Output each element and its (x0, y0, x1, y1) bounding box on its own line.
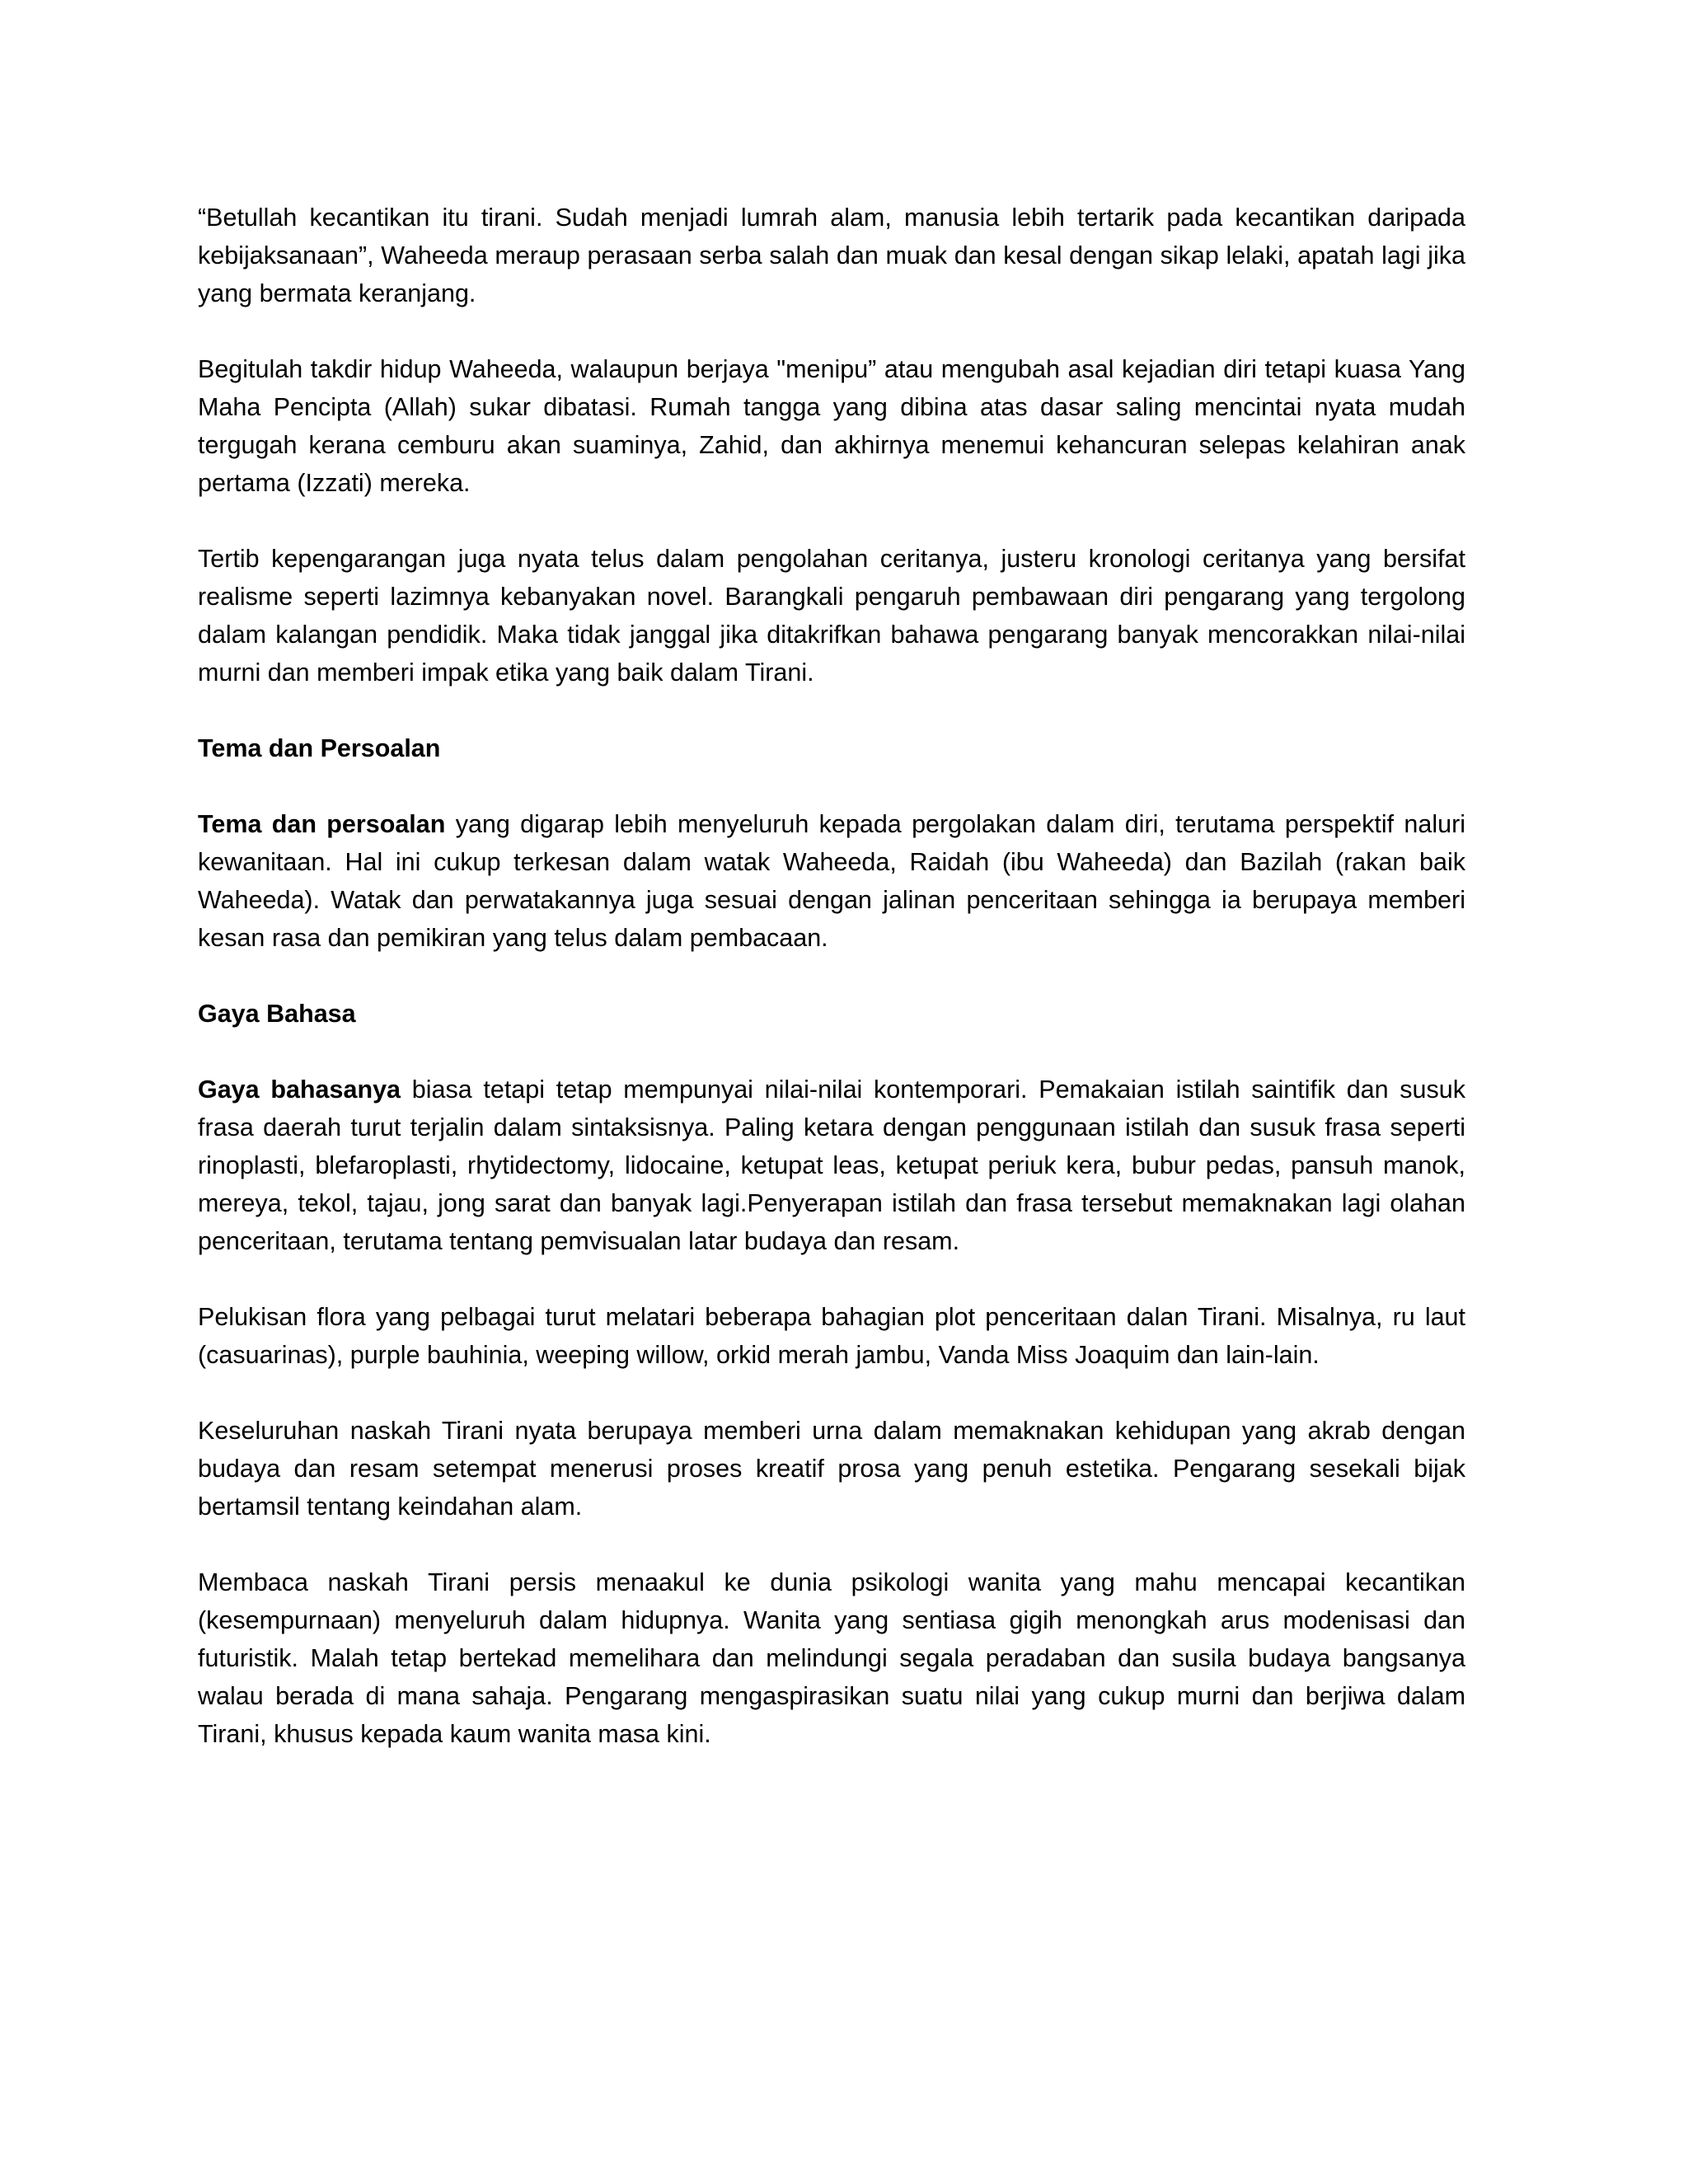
paragraph-gaya-lead: Gaya bahasanya (198, 1076, 401, 1104)
paragraph-waheeda-fate: Begitulah takdir hidup Waheeda, walaupun berjaya "menipu” atau mengubah asal kejadian diri tetapi kuasa Yang Maha Pencipta (Allah) sukar dibatasi. Rumah tangga yang dibina atas dasar saling mencintai nyata mudah tergugah kerana cemburu akan suaminya, Zahid, dan akhirnya menemui kehancuran selepas kelahiran anak pertama (Izzati) mereka. (198, 355, 1465, 497)
paragraph-flora: Pelukisan flora yang pelbagai turut melatari beberapa bahagian plot penceritaan dalan Tirani. Misalnya, ru laut (casuarinas), purple bauhinia, weeping willow, orkid merah jambu, Vanda Miss Joaquim dan lain-lain. (198, 1303, 1465, 1369)
paragraph-authorship: Tertib kepengarangan juga nyata telus dalam pengolahan ceritanya, justeru kronologi ceritanya yang bersifat realisme seperti lazimnya kebanyakan novel. Barangkali pengaruh pembawaan diri pengarang yang tergolong dalam kalangan pendidik. Maka tidak janggal jika ditakrifkan bahawa pengarang banyak mencorakkan nilai-nilai murni dan memberi impak etika yang baik dalam Tirani. (198, 545, 1465, 687)
paragraph-tema (198, 805, 1465, 957)
document-body (198, 199, 1465, 1791)
paragraph-opening-quote: “Betullah kecantikan itu tirani. Sudah menjadi lumrah alam, manusia lebih tertarik pada kecantikan daripada kebijaksanaan”, Waheeda meraup perasaan serba salah dan muak dan kesal dengan sikap lelaki, apatah lagi jika yang bermata keranjang. (198, 204, 1465, 307)
paragraph-tema-lead: Tema dan persoalan (198, 810, 446, 838)
paragraph-closing: Membaca naskah Tirani persis menaakul ke dunia psikologi wanita yang mahu mencapai kecantikan (kesempurnaan) menyeluruh dalam hidupnya. Wanita yang sentiasa gigih menongkah arus modenisasi dan futuristik. Malah tetap bertekad memelihara dan melindungi segala peradaban dan susila budaya bangsanya walau berada di mana sahaja. Pengarang mengaspirasikan suatu nilai yang cukup murni dan berjiwa dalam Tirani, khusus kepada kaum wanita masa kini. (198, 1568, 1465, 1748)
paragraph-tema-text: yang digarap lebih menyeluruh kepada pergolakan dalam diri, terutama perspektif naluri kewanitaan. Hal ini cukup terkesan dalam watak Waheeda, Raidah (ibu Waheeda) dan Bazilah (rakan baik Waheeda). Watak dan perwatakannya juga sesuai dengan jalinan penceritaan sehingga ia berupaya memberi kesan rasa dan pemikiran yang telus dalam pembacaan. (198, 810, 1466, 952)
paragraph-gaya (198, 1071, 1465, 1260)
paragraph-overall: Keseluruhan naskah Tirani nyata berupaya memberi urna dalam memaknakan kehidupan yang akrab dengan budaya dan resam setempat menerusi proses kreatif prosa yang penuh estetika. Pengarang sesekali bijak bertamsil tentang keindahan alam. (198, 1417, 1465, 1521)
heading-tema-dan-persoalan: Tema dan Persoalan (198, 734, 441, 762)
paragraph-gaya-text: biasa tetapi tetap mempunyai nilai-nilai kontemporari. Pemakaian istilah saintifik dan susuk frasa daerah turut terjalin dalam sintaksisnya. Paling ketara dengan penggunaan istilah dan susuk frasa seperti rinoplasti, blefaroplasti, rhytidectomy, lidocaine, ketupat leas, ketupat periuk kera, bubur pedas, pansuh manok, mereya, tekol, tajau, jong sarat dan banyak lagi.Penyerapan istilah dan frasa tersebut memaknakan lagi olahan penceritaan, terutama tentang pemvisualan latar budaya dan resam. (198, 1076, 1465, 1255)
heading-gaya-bahasa: Gaya Bahasa (198, 1000, 356, 1028)
